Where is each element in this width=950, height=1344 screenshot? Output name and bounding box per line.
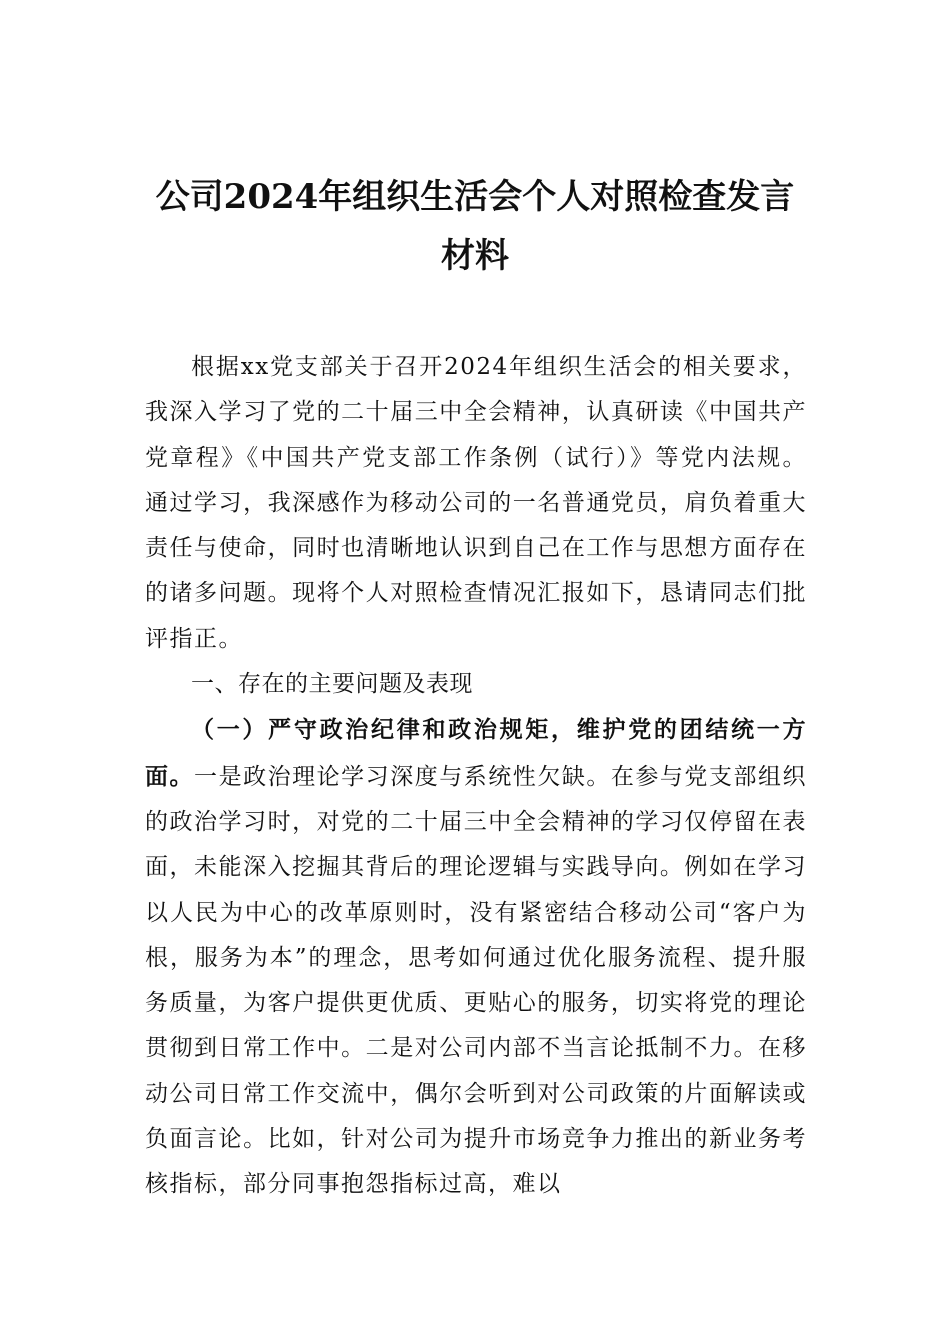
document-title [130,168,820,286]
subsection-body: 一是政治理论学习深度与系统性欠缺。在参与党支部组织的政治学习时，对党的二十届三中全会精神的学习仅停留在表面，未能深入挖掘其背后的理论逻辑与实践导向。例如在学习以人民为中心的改革原则时，没有紧密结合移动公司“客户为根，服务为本”的理念，思考如何通过优化服务流程、提升服务质量，为客户提供更优质、更贴心的服务，切实将党的理论贯彻到日常工作中。二是对公司内部不当言论抵制不力。在移动公司日常工作交流中，偶尔会听到对公司政策的片面解读或负面言论。比如，针对公司为提升市场竞争力推出的新业务考核指标，部分同事抱怨指标过高，难以 [145,763,808,1198]
title-line-1: 公司2024年组织生活会个人对照检查发言 [155,177,795,217]
title-line-2: 材料 [441,236,509,276]
document-body [145,345,807,1208]
section-heading: 一、存在的主要问题及表现 [191,671,473,698]
subsection-paragraph [145,707,807,1207]
subsection-heading: （一）严守政治纪律和政治规矩，维护党的团结统一方面。 [145,716,807,790]
intro-paragraph: 根据xx党支部关于召开2024年组织生活会的相关要求，我深入学习了党的二十届三中全会精神，认真研读《中国共产党章程》《中国共产党支部工作条例（试行）》等党内法规。通过学习，我深感作为移动公司的一名普通党员，肩负着重大责任与使命，同时也清晰地认识到自己在工作与思想方面存在的诸多问题。现将个人对照检查情况汇报如下，恳请同志们批评指正。 [145,354,807,652]
